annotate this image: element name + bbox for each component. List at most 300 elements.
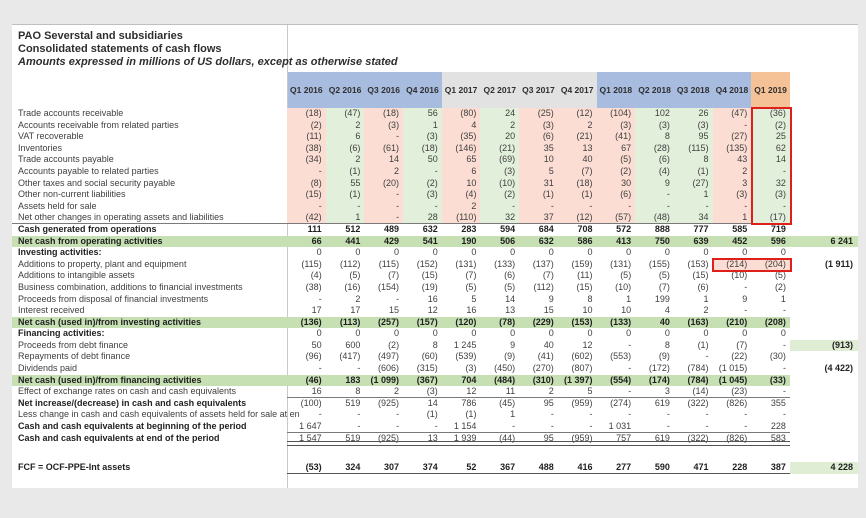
column-header: Q4 2016 — [403, 72, 442, 108]
value-cell: 0 — [587, 328, 593, 339]
value-cell: (7) — [558, 166, 597, 178]
value-cell: 40 — [659, 316, 670, 327]
value-cell: (115) — [378, 258, 400, 269]
value-cell: 1 — [780, 293, 786, 304]
value-cell: 3 — [713, 178, 752, 190]
value-cell: - — [666, 421, 670, 432]
value-cell: (925) — [378, 432, 400, 443]
total-row — [12, 317, 858, 329]
value-cell: - — [550, 421, 554, 432]
value-cell: (25) — [519, 108, 558, 120]
value-cell: (322) — [687, 432, 709, 443]
value-cell: (8) — [287, 178, 326, 190]
value-cell: 12 — [427, 305, 438, 316]
value-cell: (131) — [455, 258, 477, 269]
value-cell: (21) — [558, 131, 597, 143]
value-cell: (133) — [494, 258, 516, 269]
value-cell: - — [628, 339, 632, 350]
quarter-header-row — [12, 72, 858, 108]
value-cell: 95 — [543, 432, 554, 443]
value-cell: (42) — [287, 212, 326, 224]
row-label: Financing activities: — [18, 328, 105, 339]
value-cell: 28 — [403, 212, 442, 224]
value-cell: 8 — [587, 293, 593, 304]
value-cell: 16 — [311, 386, 322, 397]
value-cell: - — [558, 201, 597, 213]
value-cell: (784) — [687, 374, 709, 385]
value-cell: - — [744, 409, 748, 420]
value-cell: 639 — [693, 235, 709, 246]
row-label: Effect of exchange rates on cash and cash equivalents — [18, 386, 236, 397]
value-cell: 283 — [461, 223, 477, 234]
value-cell: (270) — [532, 363, 554, 374]
value-cell: 512 — [345, 223, 361, 234]
row-label: Trade accounts receivable — [18, 108, 124, 118]
value-cell: 228 — [732, 462, 748, 473]
value-cell: 1 — [326, 212, 365, 224]
value-cell: 704 — [461, 374, 477, 385]
value-cell: 183 — [345, 374, 361, 385]
value-cell: (172) — [648, 363, 670, 374]
value-cell: (315) — [416, 363, 438, 374]
value-cell: (47) — [326, 108, 365, 120]
value-cell: 9 — [742, 293, 748, 304]
value-cell: 35 — [519, 143, 558, 155]
table-row — [12, 282, 858, 294]
value-cell: 0 — [664, 328, 670, 339]
value-cell: (38) — [287, 143, 326, 155]
value-cell: 14 — [364, 154, 403, 166]
value-cell: 583 — [770, 432, 786, 443]
value-cell: 0 — [432, 328, 438, 339]
value-cell: (6) — [504, 270, 516, 281]
summary-cell: (1 911) — [824, 258, 853, 269]
value-cell: (7) — [388, 270, 400, 281]
value-cell: (47) — [713, 108, 752, 120]
value-cell: 0 — [587, 247, 593, 258]
value-cell: 95 — [674, 131, 713, 143]
value-cell: 506 — [500, 235, 516, 246]
value-cell: 6 — [326, 131, 365, 143]
value-cell: - — [597, 201, 636, 213]
value-cell: 0 — [626, 247, 632, 258]
value-cell: 2 — [558, 120, 597, 132]
value-cell: 0 — [355, 328, 361, 339]
value-cell: 600 — [345, 339, 361, 350]
value-cell: (1 099) — [370, 374, 400, 385]
column-header: Q1 2019 — [751, 72, 790, 108]
value-cell: 277 — [616, 462, 632, 473]
value-cell: (10) — [615, 281, 632, 292]
value-cell: (2) — [480, 189, 519, 201]
value-cell: (2) — [751, 120, 790, 132]
value-cell: 0 — [548, 247, 554, 258]
value-cell: (1) — [326, 189, 365, 201]
value-cell: (12) — [558, 212, 597, 224]
value-cell: (27) — [713, 131, 752, 143]
value-cell: 684 — [538, 223, 554, 234]
value-cell: - — [364, 201, 403, 213]
value-cell: 13 — [505, 305, 516, 316]
row-label: VAT recoverable — [18, 131, 84, 142]
summary-cell: (913) — [790, 340, 858, 352]
value-cell: - — [666, 409, 670, 420]
report-subtitle: Consolidated statements of cash flows — [18, 43, 222, 55]
value-cell: (554) — [610, 374, 632, 385]
row-label: Other non-current liabilities — [18, 189, 126, 200]
row-label: Less change in cash and cash equivalents of assets held for sale at en — [18, 409, 300, 420]
value-cell: (553) — [610, 351, 632, 362]
value-cell: 40 — [558, 154, 597, 166]
value-cell: (1 015) — [718, 363, 748, 374]
value-cell: (208) — [764, 316, 786, 327]
value-cell: - — [287, 201, 326, 213]
value-cell: (14) — [692, 386, 709, 397]
column-header: Q3 2016 — [364, 72, 403, 108]
value-cell: 10 — [582, 305, 593, 316]
value-cell: (3) — [713, 189, 752, 201]
value-cell: 888 — [654, 223, 670, 234]
value-cell: - — [318, 409, 322, 420]
value-cell: - — [744, 305, 748, 316]
value-cell: (18) — [558, 178, 597, 190]
summary-cell — [790, 131, 858, 143]
value-cell: (6) — [597, 189, 636, 201]
value-cell: (15) — [576, 281, 593, 292]
row-label: Dividends paid — [18, 363, 78, 374]
value-cell: (18) — [287, 108, 326, 120]
value-cell: (44) — [499, 432, 516, 443]
table-row — [12, 108, 858, 120]
value-cell: 2 — [326, 120, 365, 132]
value-cell: (6) — [635, 154, 674, 166]
value-cell: - — [396, 421, 400, 432]
value-cell: (163) — [687, 316, 709, 327]
table-row — [12, 433, 858, 445]
value-cell: (16) — [344, 281, 361, 292]
value-cell: 8 — [664, 339, 670, 350]
value-cell: - — [403, 166, 442, 178]
value-cell: (28) — [635, 143, 674, 155]
column-header: Q3 2017 — [519, 72, 558, 108]
value-cell: 9 — [548, 293, 554, 304]
value-cell: - — [318, 293, 322, 304]
value-cell: 56 — [403, 108, 442, 120]
value-cell: - — [782, 386, 786, 397]
value-cell: 30 — [597, 178, 636, 190]
row-label: FCF = OCF-PPE-Int assets — [18, 462, 131, 473]
value-cell: (497) — [378, 351, 400, 362]
value-cell: - — [782, 305, 786, 316]
value-cell: (41) — [537, 351, 554, 362]
value-cell: 67 — [597, 143, 636, 155]
value-cell: 17 — [350, 305, 361, 316]
value-cell: (135) — [713, 143, 752, 155]
value-cell: (60) — [421, 351, 438, 362]
summary-cell — [790, 120, 858, 132]
value-cell: (113) — [339, 316, 361, 327]
value-cell: - — [364, 131, 403, 143]
value-cell: - — [713, 120, 752, 132]
value-cell: (2) — [597, 166, 636, 178]
value-cell: (33) — [769, 374, 786, 385]
value-cell: 55 — [326, 178, 365, 190]
row-label: Additions to property, plant and equipment — [18, 258, 187, 269]
value-cell: 2 — [442, 201, 481, 213]
value-cell: 452 — [732, 235, 748, 246]
row-label: Net cash from operating activities — [18, 235, 163, 246]
summary-cell: 6 241 — [790, 236, 858, 248]
value-cell: - — [512, 421, 516, 432]
value-cell: (115) — [301, 258, 322, 269]
column-header: Q4 2018 — [713, 72, 752, 108]
value-cell: (153) — [571, 316, 593, 327]
row-label: Interest received — [18, 305, 85, 316]
value-cell: (19) — [421, 281, 438, 292]
value-cell: (11) — [287, 131, 326, 143]
value-cell: (133) — [610, 316, 632, 327]
value-cell: 387 — [770, 462, 786, 473]
value-cell: 5 — [587, 386, 593, 397]
value-cell: - — [326, 201, 365, 213]
value-cell: (35) — [442, 131, 481, 143]
table-row — [12, 270, 858, 282]
value-cell: 0 — [471, 328, 477, 339]
table-row — [12, 189, 858, 201]
summary-cell — [790, 421, 858, 433]
value-cell: (3) — [465, 363, 477, 374]
value-cell: - — [628, 363, 632, 374]
value-cell: (4) — [442, 189, 481, 201]
value-cell: 590 — [654, 462, 670, 473]
value-cell: (3) — [403, 189, 442, 201]
summary-cell — [790, 375, 858, 387]
value-cell: 0 — [510, 247, 516, 258]
value-cell: 786 — [461, 397, 477, 408]
value-cell: - — [357, 421, 361, 432]
value-cell: (1) — [426, 409, 438, 420]
value-cell: 9 — [635, 178, 674, 190]
value-cell: (48) — [635, 212, 674, 224]
table-row — [12, 178, 858, 190]
value-cell: 50 — [311, 339, 322, 350]
value-cell: 111 — [307, 223, 322, 234]
value-cell: 65 — [442, 154, 481, 166]
summary-cell — [790, 305, 858, 317]
row-label: Repayments of debt finance — [18, 351, 131, 362]
value-cell: - — [318, 363, 322, 374]
row-label: Investing activities: — [18, 247, 102, 258]
value-cell: (110) — [442, 212, 481, 224]
value-cell: 40 — [543, 339, 554, 350]
value-cell: 32 — [751, 178, 790, 190]
value-cell: (15) — [421, 270, 438, 281]
value-cell: - — [713, 201, 752, 213]
value-cell: (1) — [519, 189, 558, 201]
value-cell: 413 — [616, 235, 632, 246]
value-cell: 632 — [538, 235, 554, 246]
value-cell: 50 — [403, 154, 442, 166]
value-cell: 52 — [466, 462, 477, 473]
value-cell: 8 — [355, 386, 361, 397]
value-cell: (450) — [494, 363, 516, 374]
value-cell: (3) — [426, 386, 438, 397]
value-cell: (274) — [610, 397, 632, 408]
row-label: Additions to intangible assets — [18, 270, 135, 281]
value-cell: 62 — [751, 143, 790, 155]
value-cell: - — [635, 201, 674, 213]
value-cell: (925) — [378, 397, 400, 408]
value-cell: - — [782, 409, 786, 420]
summary-cell: (4 422) — [824, 363, 853, 374]
value-cell: 0 — [394, 247, 400, 258]
value-cell: (5) — [465, 281, 477, 292]
table-row — [12, 166, 858, 178]
value-cell: (4) — [310, 270, 322, 281]
summary-cell — [790, 178, 858, 190]
value-cell: 632 — [422, 223, 438, 234]
value-cell: (3) — [635, 120, 674, 132]
value-cell: (12) — [558, 108, 597, 120]
value-cell: (4) — [635, 166, 674, 178]
value-cell: (146) — [442, 143, 481, 155]
value-cell: 719 — [770, 223, 786, 234]
row-label: Trade accounts payable — [18, 154, 114, 165]
value-cell: 0 — [432, 247, 438, 258]
value-cell: 190 — [461, 235, 477, 246]
value-cell: 13 — [427, 432, 438, 443]
summary-cell — [790, 224, 858, 236]
table-row — [12, 363, 858, 375]
value-cell: (159) — [571, 258, 593, 269]
value-cell: 1 — [713, 212, 752, 224]
row-label: Assets held for sale — [18, 200, 97, 211]
value-cell: 8 — [432, 339, 438, 350]
value-cell: 2 — [480, 120, 519, 132]
value-cell: - — [357, 363, 361, 374]
value-cell: 429 — [384, 235, 400, 246]
value-cell: 1 — [674, 189, 713, 201]
value-cell: 355 — [770, 397, 786, 408]
value-cell: 471 — [693, 462, 709, 473]
column-header: Q3 2018 — [674, 72, 713, 108]
row-label: Other taxes and social security payable — [18, 177, 176, 188]
value-cell: (10) — [480, 178, 519, 190]
column-header: Q4 2017 — [558, 72, 597, 108]
value-cell: (3) — [403, 131, 442, 143]
value-cell: (310) — [532, 374, 554, 385]
value-cell: (20) — [364, 178, 403, 190]
value-cell: 2 — [355, 293, 361, 304]
value-cell: (784) — [687, 363, 709, 374]
value-cell: (45) — [499, 397, 516, 408]
value-cell: (57) — [597, 212, 636, 224]
summary-cell — [790, 386, 858, 398]
value-cell: 585 — [732, 223, 748, 234]
row-label: Net other changes in operating assets and liabilities — [18, 212, 224, 223]
value-cell: (1) — [465, 409, 477, 420]
value-cell: (100) — [300, 397, 322, 408]
value-cell: 25 — [751, 131, 790, 143]
value-cell: 20 — [480, 131, 519, 143]
value-cell: (539) — [455, 351, 477, 362]
value-cell: - — [589, 409, 593, 420]
value-cell: 17 — [311, 305, 322, 316]
row-label: Inventories — [18, 142, 63, 153]
value-cell: (7) — [465, 270, 477, 281]
table-row — [12, 259, 858, 271]
value-cell: (322) — [687, 397, 709, 408]
value-cell: 0 — [626, 328, 632, 339]
summary-cell — [790, 433, 858, 445]
value-cell: 5 — [471, 293, 477, 304]
value-cell: (15) — [287, 189, 326, 201]
column-header: Q2 2018 — [635, 72, 674, 108]
row-label: Cash and cash equivalents at beginning of the period — [18, 421, 247, 432]
value-cell: 228 — [770, 421, 786, 432]
value-cell: (18) — [364, 108, 403, 120]
value-cell: (7) — [736, 339, 748, 350]
value-cell: 586 — [577, 235, 593, 246]
value-cell: (137) — [532, 258, 554, 269]
value-cell: 34 — [674, 212, 713, 224]
value-cell: 8 — [674, 154, 713, 166]
value-cell: - — [589, 421, 593, 432]
value-cell: - — [357, 409, 361, 420]
value-cell: 12 — [466, 386, 477, 397]
summary-cell — [790, 409, 858, 421]
value-cell: (18) — [403, 143, 442, 155]
value-cell: 757 — [616, 432, 632, 443]
value-cell: 2 — [703, 305, 709, 316]
value-cell: (9) — [658, 351, 670, 362]
value-cell: 541 — [422, 235, 438, 246]
value-cell: 441 — [345, 235, 361, 246]
value-cell: 8 — [635, 131, 674, 143]
value-cell: (7) — [658, 281, 670, 292]
value-cell: 519 — [345, 432, 361, 443]
value-cell: (46) — [305, 374, 322, 385]
value-cell: (5) — [597, 154, 636, 166]
value-cell: (1) — [697, 339, 709, 350]
table-body — [12, 108, 858, 474]
value-cell: 16 — [427, 293, 438, 304]
value-cell: 596 — [770, 235, 786, 246]
value-cell: (6) — [519, 131, 558, 143]
column-header: Q2 2017 — [480, 72, 519, 108]
value-cell: 0 — [703, 328, 709, 339]
value-cell: (3) — [751, 189, 790, 201]
value-cell: (152) — [416, 258, 438, 269]
value-cell: - — [364, 212, 403, 224]
value-cell: 0 — [742, 328, 748, 339]
value-cell: (153) — [687, 258, 709, 269]
value-cell: - — [705, 409, 709, 420]
value-cell: 13 — [558, 143, 597, 155]
value-cell: 2 — [326, 154, 365, 166]
value-cell: 0 — [510, 328, 516, 339]
value-cell: (155) — [648, 258, 670, 269]
value-cell: (53) — [305, 462, 322, 473]
value-cell: (27) — [674, 178, 713, 190]
value-cell: 0 — [548, 328, 554, 339]
table-row — [12, 131, 858, 143]
value-cell: 4 — [664, 305, 670, 316]
value-cell: (30) — [769, 351, 786, 362]
value-cell: (112) — [340, 258, 361, 269]
value-cell: (154) — [378, 281, 400, 292]
value-cell: 199 — [654, 293, 670, 304]
